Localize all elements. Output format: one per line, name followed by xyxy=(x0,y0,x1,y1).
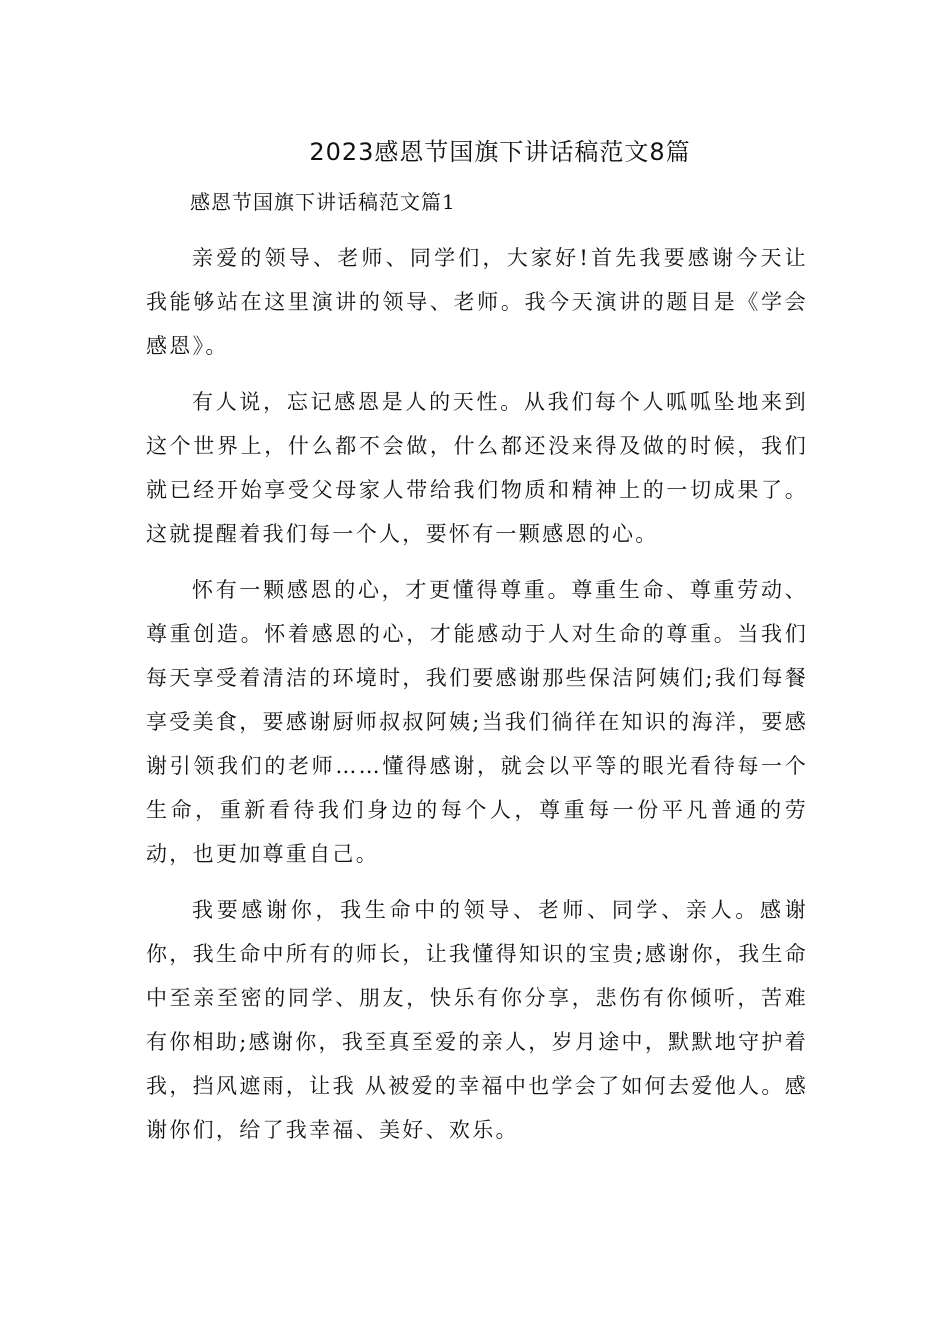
document-title: 2023感恩节国旗下讲话稿范文8篇 xyxy=(309,138,691,166)
paragraph-greeting: 亲爱的领导、老师、同学们，大家好!首先我要感谢今天让我能够站在这里演讲的领导、老师。我今天演讲的题目是《学会感恩》。 xyxy=(146,246,808,358)
paragraph-thanks: 我要感谢你，我生命中的领导、老师、同学、亲人。感谢你，我生命中所有的师长，让我懂得知识的宝贵;感谢你，我生命中至亲至密的同学、朋友，快乐有你分享，悲伤有你倾听，苦难有你相助;感谢你，我至真至爱的亲人，岁月途中，默默地守护着我，挡风遮雨，让我 从被爱的幸福中也学会了如何去爱他人。感谢你们，给了我幸福、美好、欢乐。 xyxy=(146,898,808,1142)
document-body xyxy=(146,180,808,1164)
paragraph-respect: 怀有一颗感恩的心，才更懂得尊重。尊重生命、尊重劳动、尊重创造。怀着感恩的心，才能感动于人对生命的尊重。当我们每天享受着清洁的环境时，我们要感谢那些保洁阿姨们;我们每餐享受美食，要感谢厨师叔叔阿姨;当我们徜徉在知识的海洋，要感谢引领我们的老师……懂得感谢，就会以平等的眼光看待每一个生命，重新看待我们身边的每个人，尊重每一份平凡普通的劳动，也更加尊重自己。 xyxy=(146,578,808,866)
paragraph-gratitude-nature: 有人说，忘记感恩是人的天性。从我们每个人呱呱坠地来到这个世界上，什么都不会做，什么都还没来得及做的时候，我们就已经开始享受父母家人带给我们物质和精神上的一切成果了。这就提醒着我们每一个人，要怀有一颗感恩的心。 xyxy=(146,390,808,546)
section-heading: 感恩节国旗下讲话稿范文篇1 xyxy=(190,190,456,214)
